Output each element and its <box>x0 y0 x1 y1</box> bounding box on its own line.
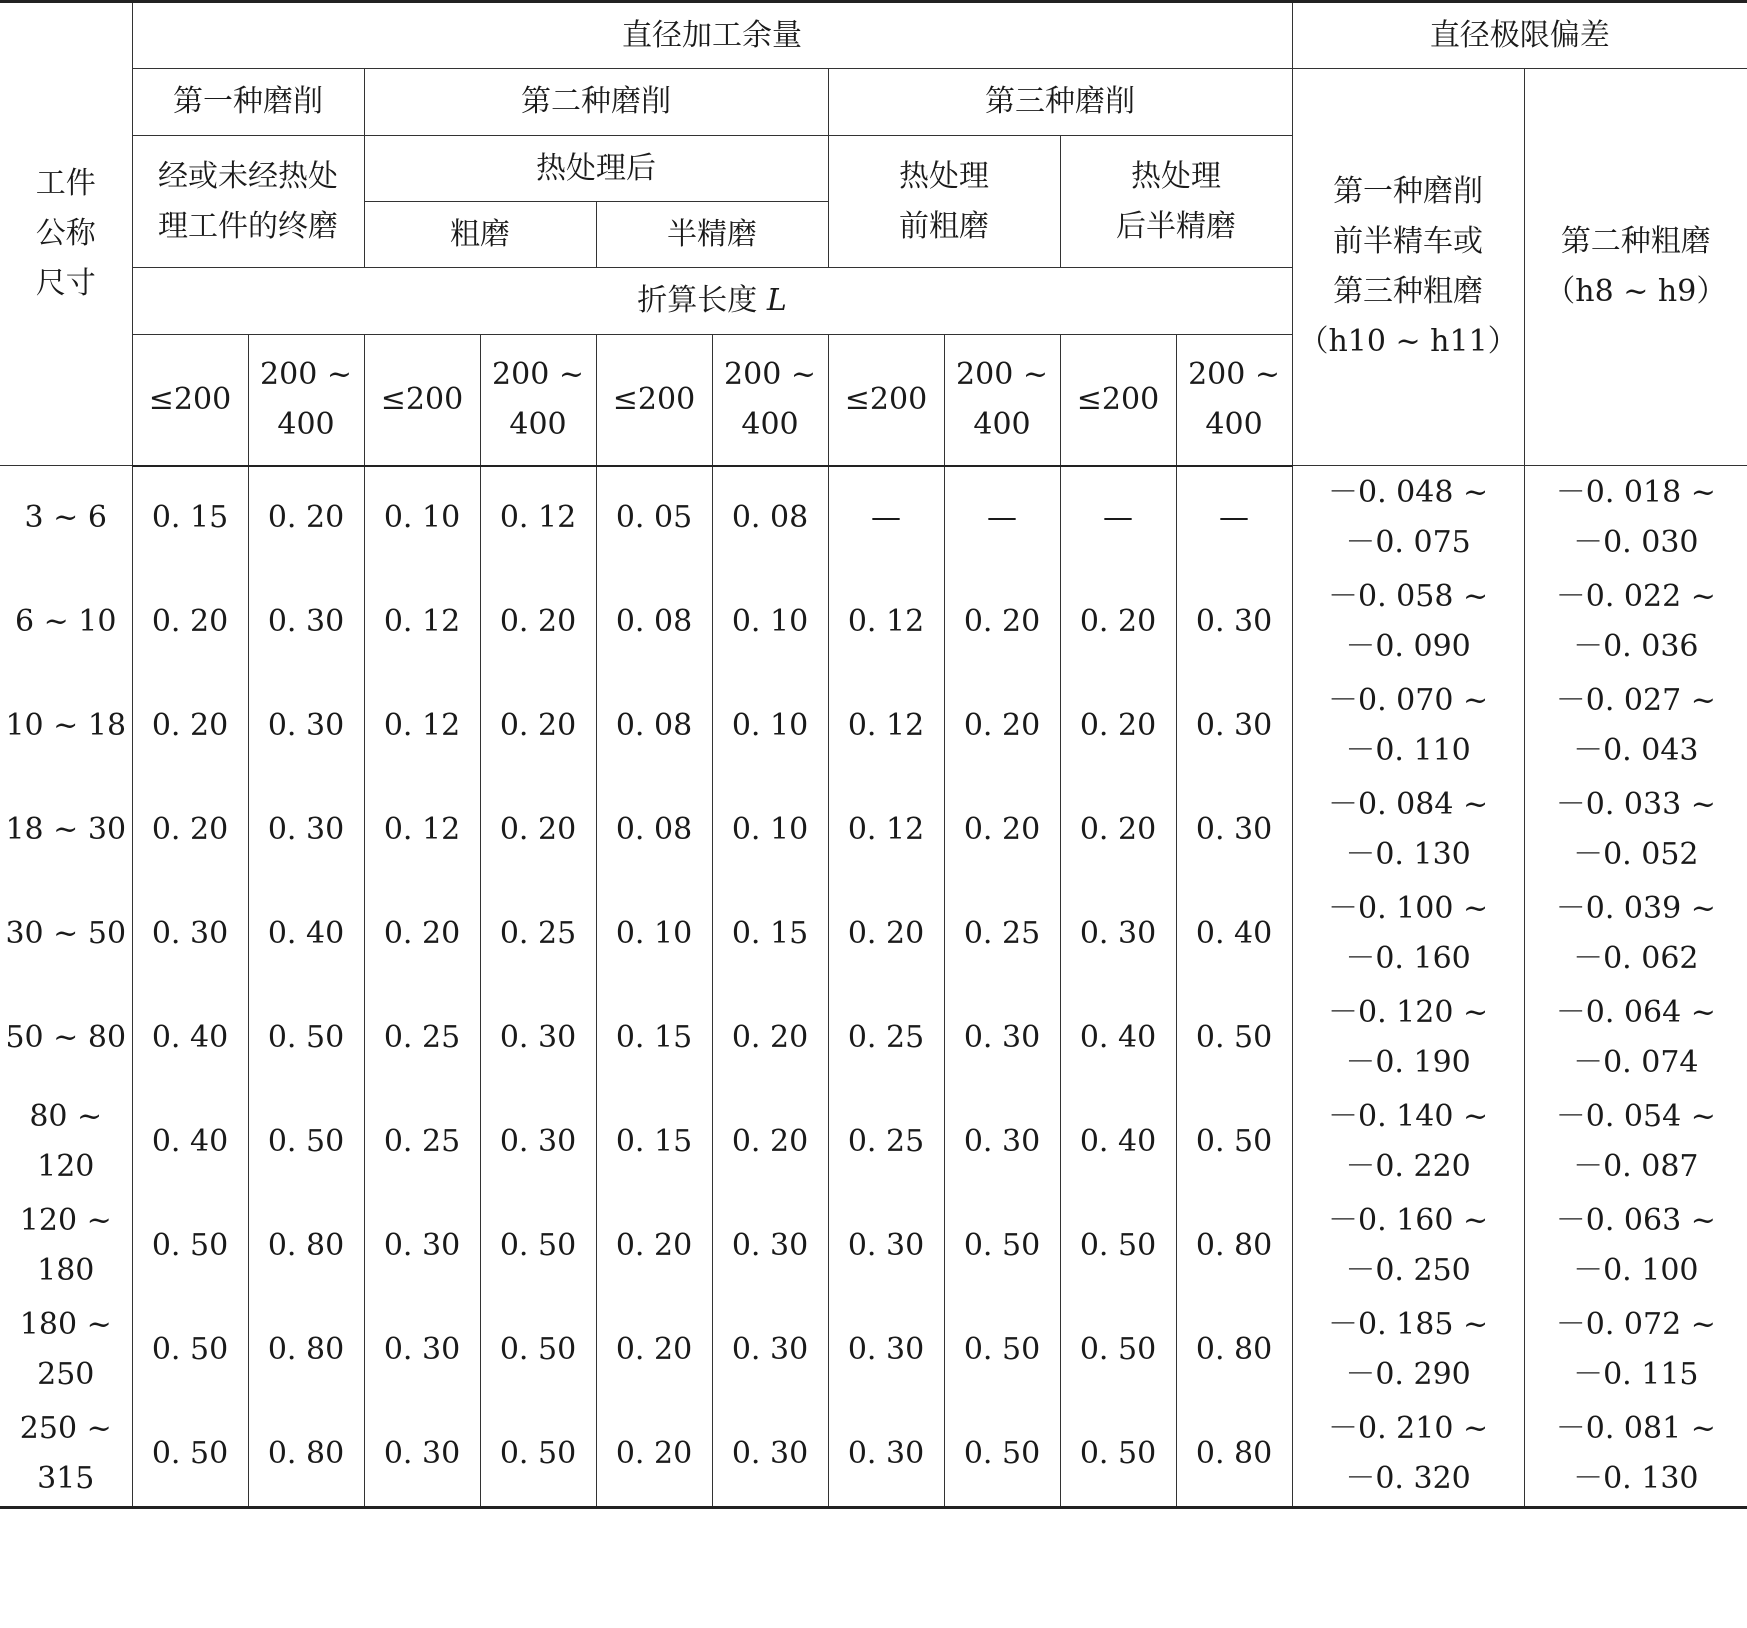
cell-allowance: 0. 25 <box>480 882 596 986</box>
header-before-heat-rough: 热处理 前粗磨 <box>828 136 1060 268</box>
cell-deviation-1: －0. 210 ~ －0. 320 <box>1292 1402 1524 1508</box>
cell-allowance: 0. 15 <box>132 466 248 570</box>
len-200-400: 200 ~ 400 <box>944 335 1060 466</box>
header-after-heat-semi: 热处理 后半精磨 <box>1060 136 1292 268</box>
cell-allowance: 0. 80 <box>248 1194 364 1298</box>
table-row <box>0 1298 1747 1402</box>
cell-allowance: 0. 50 <box>132 1194 248 1298</box>
converted-length-label: 折算长度 <box>637 283 758 318</box>
cell-allowance: 0. 20 <box>944 570 1060 674</box>
cell-allowance: 0. 20 <box>944 674 1060 778</box>
cell-allowance: 0. 50 <box>480 1402 596 1508</box>
converted-length-var: L <box>766 283 787 318</box>
cell-allowance: 0. 30 <box>132 882 248 986</box>
cell-size: 80 ~ 120 <box>29 1098 103 1184</box>
cell-size: 30 ~ 50 <box>5 915 127 951</box>
cell-allowance: 0. 30 <box>364 1194 480 1298</box>
cell-allowance: 0. 40 <box>132 986 248 1090</box>
cell-allowance: 0. 30 <box>712 1298 828 1402</box>
cell-allowance: 0. 50 <box>480 1298 596 1402</box>
cell-allowance: 0. 30 <box>712 1194 828 1298</box>
len-le200: ≤200 <box>1060 335 1176 466</box>
cell-allowance: 0. 40 <box>1060 1090 1176 1194</box>
cell-allowance: 0. 80 <box>248 1298 364 1402</box>
cell-allowance: 0. 30 <box>828 1194 944 1298</box>
cell-deviation-1: －0. 140 ~ －0. 220 <box>1292 1090 1524 1194</box>
cell-size: 250 ~ 315 <box>19 1410 112 1496</box>
cell-allowance: 0. 50 <box>132 1298 248 1402</box>
len-le200: ≤200 <box>364 335 480 466</box>
header-converted-length <box>132 268 1292 335</box>
cell-allowance: 0. 30 <box>944 986 1060 1090</box>
table-body <box>0 466 1747 1508</box>
cell-allowance: 0. 30 <box>364 1298 480 1402</box>
cell-allowance: 0. 30 <box>1176 778 1292 882</box>
cell-allowance: 0. 30 <box>480 1090 596 1194</box>
cell-allowance: 0. 30 <box>828 1402 944 1508</box>
cell-allowance: 0. 12 <box>828 674 944 778</box>
header-workpiece-size: 工件 公称 尺寸 <box>0 2 132 466</box>
cell-allowance: 0. 30 <box>480 986 596 1090</box>
cell-allowance: 0. 50 <box>1060 1298 1176 1402</box>
len-200-400: 200 ~ 400 <box>712 335 828 466</box>
cell-allowance: 0. 50 <box>248 1090 364 1194</box>
cell-allowance: 0. 25 <box>828 986 944 1090</box>
cell-allowance: 0. 25 <box>828 1090 944 1194</box>
table-row <box>0 1194 1747 1298</box>
cell-allowance: 0. 08 <box>596 674 712 778</box>
cell-allowance: 0. 80 <box>248 1402 364 1508</box>
cell-deviation-2: －0. 027 ~ －0. 043 <box>1524 674 1747 778</box>
cell-allowance: 0. 08 <box>712 466 828 570</box>
cell-allowance: 0. 12 <box>828 570 944 674</box>
header-grinding-3: 第三种磨削 <box>828 69 1292 136</box>
header-grinding-1-final: 经或未经热处 理工件的终磨 <box>132 136 364 268</box>
cell-allowance: 0. 30 <box>944 1090 1060 1194</box>
cell-allowance: 0. 40 <box>132 1090 248 1194</box>
cell-allowance: 0. 50 <box>480 1194 596 1298</box>
table-row <box>0 882 1747 986</box>
cell-deviation-2: －0. 081 ~ －0. 130 <box>1524 1402 1747 1508</box>
cell-deviation-1: －0. 058 ~ －0. 090 <box>1292 570 1524 674</box>
header-diameter-deviation: 直径极限偏差 <box>1292 2 1747 69</box>
cell-allowance: 0. 30 <box>712 1402 828 1508</box>
cell-deviation-2: －0. 072 ~ －0. 115 <box>1524 1298 1747 1402</box>
cell-allowance: 0. 20 <box>132 674 248 778</box>
cell-allowance: 0. 20 <box>596 1194 712 1298</box>
cell-allowance: 0. 30 <box>248 570 364 674</box>
cell-allowance: 0. 20 <box>480 778 596 882</box>
cell-allowance: 0. 25 <box>364 1090 480 1194</box>
cell-allowance: 0. 30 <box>1176 674 1292 778</box>
len-le200: ≤200 <box>828 335 944 466</box>
table-row <box>0 986 1747 1090</box>
header-diameter-allowance: 直径加工余量 <box>132 2 1292 69</box>
cell-allowance: 0. 20 <box>596 1402 712 1508</box>
cell-size: 10 ~ 18 <box>5 707 127 743</box>
cell-allowance: 0. 30 <box>828 1298 944 1402</box>
cell-allowance: 0. 50 <box>944 1298 1060 1402</box>
cell-allowance: 0. 12 <box>480 466 596 570</box>
cell-allowance: 0. 20 <box>480 674 596 778</box>
table-header <box>0 2 1747 466</box>
cell-size: 18 ~ 30 <box>5 811 127 847</box>
table-row <box>0 674 1747 778</box>
cell-deviation-2: －0. 039 ~ －0. 062 <box>1524 882 1747 986</box>
cell-size: 6 ~ 10 <box>15 603 117 639</box>
cell-allowance: 0. 80 <box>1176 1298 1292 1402</box>
cell-allowance: 0. 50 <box>1060 1402 1176 1508</box>
cell-deviation-1: －0. 070 ~ －0. 110 <box>1292 674 1524 778</box>
cell-allowance: 0. 30 <box>1176 570 1292 674</box>
cell-allowance: — <box>944 466 1060 570</box>
cell-deviation-2: －0. 063 ~ －0. 100 <box>1524 1194 1747 1298</box>
cell-allowance: 0. 12 <box>364 674 480 778</box>
cell-allowance: 0. 10 <box>712 674 828 778</box>
cell-allowance: 0. 20 <box>1060 674 1176 778</box>
cell-deviation-2: －0. 054 ~ －0. 087 <box>1524 1090 1747 1194</box>
cell-allowance: 0. 20 <box>712 986 828 1090</box>
cell-allowance: 0. 50 <box>944 1402 1060 1508</box>
cell-size: 3 ~ 6 <box>24 499 107 535</box>
cell-allowance: — <box>1060 466 1176 570</box>
cell-allowance: 0. 12 <box>364 570 480 674</box>
table-row <box>0 1402 1747 1508</box>
cell-allowance: 0. 08 <box>596 778 712 882</box>
table-row <box>0 778 1747 882</box>
cell-allowance: 0. 40 <box>1060 986 1176 1090</box>
header-grinding-2: 第二种磨削 <box>364 69 828 136</box>
cell-allowance: 0. 15 <box>596 1090 712 1194</box>
cell-allowance: 0. 50 <box>1060 1194 1176 1298</box>
cell-allowance: 0. 80 <box>1176 1402 1292 1508</box>
cell-deviation-1: －0. 160 ~ －0. 250 <box>1292 1194 1524 1298</box>
table-row <box>0 1090 1747 1194</box>
header-deviation-1: 第一种磨削 前半精车或 第三种粗磨 （h10 ~ h11） <box>1292 69 1524 466</box>
cell-allowance: 0. 20 <box>828 882 944 986</box>
cell-allowance: 0. 10 <box>712 778 828 882</box>
cell-allowance: 0. 10 <box>364 466 480 570</box>
cell-deviation-1: －0. 084 ~ －0. 130 <box>1292 778 1524 882</box>
cell-allowance: 0. 20 <box>1060 570 1176 674</box>
cell-allowance: 0. 20 <box>132 570 248 674</box>
cell-allowance: 0. 25 <box>944 882 1060 986</box>
cell-allowance: 0. 20 <box>364 882 480 986</box>
cell-allowance: 0. 30 <box>364 1402 480 1508</box>
cell-deviation-1: －0. 120 ~ －0. 190 <box>1292 986 1524 1090</box>
cell-allowance: 0. 20 <box>248 466 364 570</box>
cell-allowance: 0. 20 <box>712 1090 828 1194</box>
cell-allowance: 0. 20 <box>596 1298 712 1402</box>
cell-allowance: 0. 20 <box>480 570 596 674</box>
cell-allowance: 0. 20 <box>1060 778 1176 882</box>
cell-allowance: 0. 20 <box>132 778 248 882</box>
len-200-400: 200 ~ 400 <box>480 335 596 466</box>
header-rough-grinding: 粗磨 <box>364 202 596 268</box>
len-200-400: 200 ~ 400 <box>1176 335 1292 466</box>
cell-allowance: 0. 40 <box>1176 882 1292 986</box>
cell-allowance: 0. 50 <box>944 1194 1060 1298</box>
len-200-400: 200 ~ 400 <box>248 335 364 466</box>
cell-allowance: 0. 80 <box>1176 1194 1292 1298</box>
cell-allowance: 0. 30 <box>248 778 364 882</box>
cell-size: 50 ~ 80 <box>5 1019 127 1055</box>
header-grinding-1: 第一种磨削 <box>132 69 364 136</box>
table-row <box>0 466 1747 570</box>
header-deviation-2: 第二种粗磨 （h8 ~ h9） <box>1524 69 1747 466</box>
cell-deviation-1: －0. 185 ~ －0. 290 <box>1292 1298 1524 1402</box>
cell-allowance: 0. 10 <box>596 882 712 986</box>
cell-size: 180 ~ 250 <box>19 1306 112 1392</box>
cell-allowance: 0. 05 <box>596 466 712 570</box>
cell-allowance: 0. 50 <box>248 986 364 1090</box>
cell-allowance: 0. 50 <box>1176 986 1292 1090</box>
cell-allowance: 0. 30 <box>1060 882 1176 986</box>
header-semi-finish-grinding: 半精磨 <box>596 202 828 268</box>
cell-allowance: 0. 08 <box>596 570 712 674</box>
cell-deviation-1: －0. 048 ~ －0. 075 <box>1292 466 1524 570</box>
cell-allowance: — <box>1176 466 1292 570</box>
cell-allowance: 0. 25 <box>364 986 480 1090</box>
cell-deviation-2: －0. 064 ~ －0. 074 <box>1524 986 1747 1090</box>
cell-allowance: 0. 15 <box>596 986 712 1090</box>
table-row <box>0 570 1747 674</box>
cell-allowance: — <box>828 466 944 570</box>
len-le200: ≤200 <box>596 335 712 466</box>
cell-deviation-2: －0. 018 ~ －0. 030 <box>1524 466 1747 570</box>
cell-deviation-2: －0. 033 ~ －0. 052 <box>1524 778 1747 882</box>
cell-allowance: 0. 30 <box>248 674 364 778</box>
cell-allowance: 0. 20 <box>944 778 1060 882</box>
cell-allowance: 0. 10 <box>712 570 828 674</box>
cell-allowance: 0. 12 <box>364 778 480 882</box>
cell-deviation-2: －0. 022 ~ －0. 036 <box>1524 570 1747 674</box>
cell-deviation-1: －0. 100 ~ －0. 160 <box>1292 882 1524 986</box>
cell-allowance: 0. 12 <box>828 778 944 882</box>
header-after-heat-treatment: 热处理后 <box>364 136 828 202</box>
cell-allowance: 0. 40 <box>248 882 364 986</box>
cell-allowance: 0. 50 <box>1176 1090 1292 1194</box>
cell-allowance: 0. 50 <box>132 1402 248 1508</box>
len-le200: ≤200 <box>132 335 248 466</box>
cell-size: 120 ~ 180 <box>19 1202 112 1288</box>
cell-allowance: 0. 15 <box>712 882 828 986</box>
